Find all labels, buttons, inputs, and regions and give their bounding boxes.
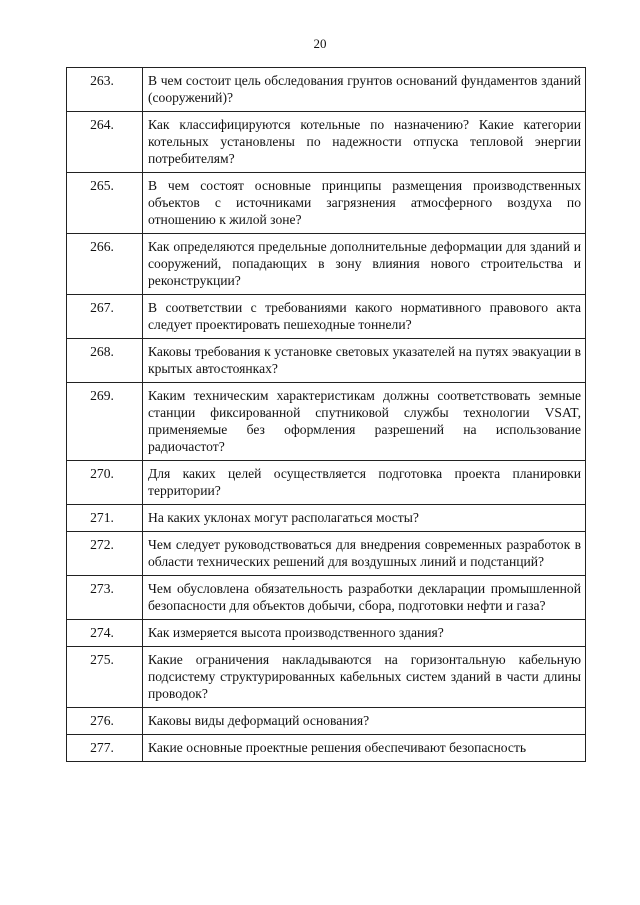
- question-number: 264.: [67, 112, 143, 173]
- table-row: [67, 112, 586, 173]
- table-row: [67, 735, 586, 762]
- question-number: 275.: [67, 647, 143, 708]
- question-number: 277.: [67, 735, 143, 762]
- table-row: [67, 383, 586, 461]
- table-row: [67, 576, 586, 620]
- question-number: 273.: [67, 576, 143, 620]
- table-row: [67, 295, 586, 339]
- question-number: 270.: [67, 461, 143, 505]
- table-row: [67, 620, 586, 647]
- question-number: 268.: [67, 339, 143, 383]
- page-number: 20: [313, 36, 327, 51]
- question-text: Каким техническим характеристикам должны соответствовать земные станции фиксированной спутниковой службы технологии VSAT, применяемые без оформления разрешений на использование радиочастот?: [143, 383, 586, 461]
- question-text: Как определяются предельные дополнительные деформации для зданий и сооружений, попадающих в зону влияния нового строительства и реконструкции?: [143, 234, 586, 295]
- questions-table: [66, 67, 586, 762]
- question-number: 269.: [67, 383, 143, 461]
- question-text: Каковы требования к установке световых указателей на путях эвакуации в крытых автостоянках?: [143, 339, 586, 383]
- table-row: [67, 532, 586, 576]
- question-text: Для каких целей осуществляется подготовка проекта планировки территории?: [143, 461, 586, 505]
- table-row: [67, 647, 586, 708]
- question-number: 267.: [67, 295, 143, 339]
- table-row: [67, 505, 586, 532]
- question-text: Каковы виды деформаций основания?: [143, 708, 586, 735]
- table-row: [67, 708, 586, 735]
- table-row: [67, 173, 586, 234]
- question-text: В чем состоят основные принципы размещения производственных объектов с источниками загрязнения атмосферного воздуха по отношению к жилой зоне?: [143, 173, 586, 234]
- question-text: Какие основные проектные решения обеспечивают безопасность: [143, 735, 586, 762]
- question-number: 276.: [67, 708, 143, 735]
- question-number: 274.: [67, 620, 143, 647]
- table-row: [67, 339, 586, 383]
- question-text: Как классифицируются котельные по назначению? Какие категории котельных установлены по надежности отпуска тепловой энергии потребителям?: [143, 112, 586, 173]
- question-number: 272.: [67, 532, 143, 576]
- question-number: 271.: [67, 505, 143, 532]
- question-text: Чем обусловлена обязательность разработки декларации промышленной безопасности для объектов добычи, сбора, подготовки нефти и газа?: [143, 576, 586, 620]
- question-text: В чем состоит цель обследования грунтов оснований фундаментов зданий (сооружений)?: [143, 68, 586, 112]
- question-text: Какие ограничения накладываются на горизонтальную кабельную подсистему структурированных кабельных систем зданий в части длины проводок?: [143, 647, 586, 708]
- question-number: 266.: [67, 234, 143, 295]
- question-number: 263.: [67, 68, 143, 112]
- table-row: [67, 461, 586, 505]
- question-number: 265.: [67, 173, 143, 234]
- question-text: На каких уклонах могут располагаться мосты?: [143, 505, 586, 532]
- question-text: В соответствии с требованиями какого нормативного правового акта следует проектировать пешеходные тоннели?: [143, 295, 586, 339]
- table-row: [67, 68, 586, 112]
- question-text: Как измеряется высота производственного здания?: [143, 620, 586, 647]
- table-row: [67, 234, 586, 295]
- question-text: Чем следует руководствоваться для внедрения современных разработок в области технических решений для воздушных линий и подстанций?: [143, 532, 586, 576]
